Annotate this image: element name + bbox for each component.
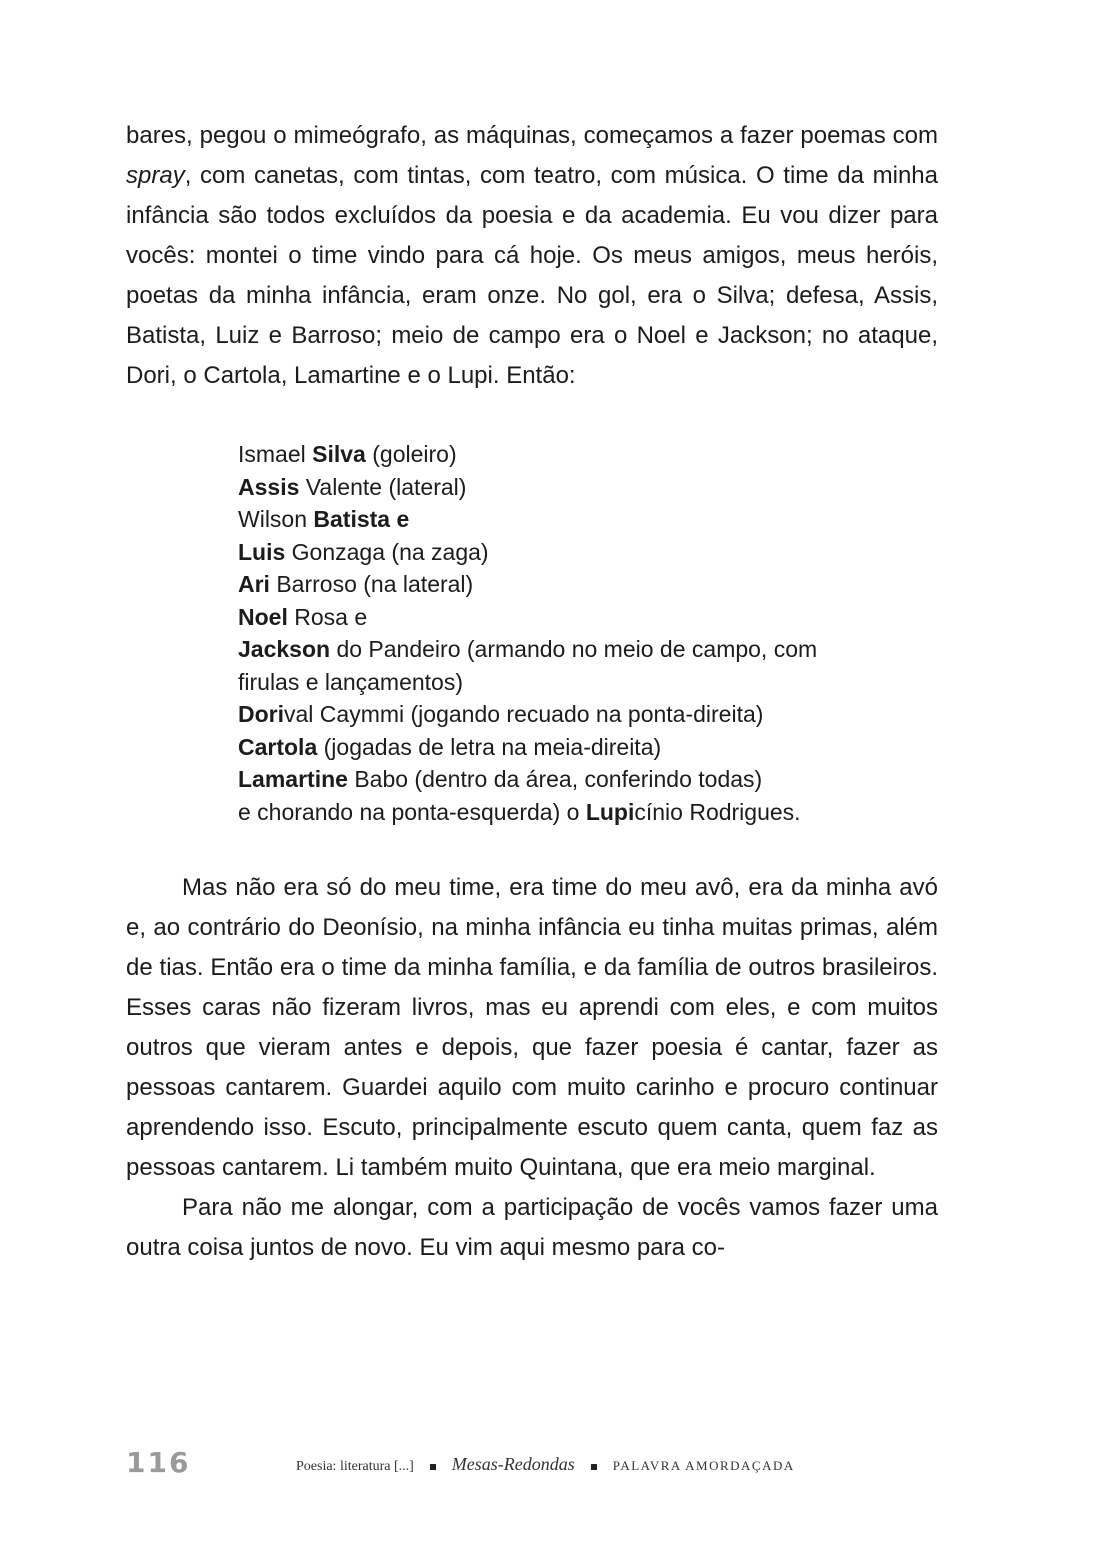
page-number: 116 bbox=[126, 1446, 191, 1479]
poem-line: Dorival Caymmi (jogando recuado na ponta-direita) bbox=[238, 701, 764, 727]
poem-line: Luis Gonzaga (na zaga) bbox=[238, 538, 489, 565]
paragraph-1-italic: spray bbox=[126, 162, 185, 189]
square-bullet-icon bbox=[430, 1464, 436, 1470]
footer-book-title: Poesia: literatura [...] bbox=[296, 1459, 414, 1474]
running-footer bbox=[296, 1454, 795, 1475]
paragraph-1-end: , com canetas, com tintas, com teatro, com música. O time da minha infância são todos excluídos da poesia e da academia. Eu vou dizer para vocês: montei o time vindo para cá hoje. Os meus amigos, meus heróis, poetas da minha infância, eram onze. No gol, era o Silva; defesa, Assis, Batista, Luiz e Barroso; meio de campo era o Noel e Jackson; no ataque, Dori, o Cartola, Lamartine e o Lupi. Então: bbox=[126, 162, 938, 389]
poem-line: Assis Valente (lateral) bbox=[238, 473, 467, 500]
paragraph-1 bbox=[126, 116, 938, 396]
poem-line: Ari Barroso (na lateral) bbox=[238, 571, 474, 597]
poem-line: Cartola (jogadas de letra na meia-direita) bbox=[238, 733, 662, 760]
poem-line: firulas e lançamentos) bbox=[238, 668, 463, 695]
footer-section: Mesas-Redondas bbox=[451, 1454, 575, 1474]
footer-chapter: PALAVRA AMORDAÇADA bbox=[612, 1458, 795, 1473]
paragraph-1-start: bares, pegou o mimeógrafo, as máquinas, começamos a fazer poemas com bbox=[126, 122, 938, 149]
poem-line: Ismael Silva (goleiro) bbox=[238, 441, 457, 467]
poem-line: Noel Rosa e bbox=[238, 603, 368, 630]
paragraph-2: Mas não era só do meu time, era time do meu avô, era da minha avó e, ao contrário do Deonísio, na minha infância eu tinha muitas primas, além de tias. Então era o time da minha família, e da família de outros brasileiros. Esses caras não fizeram livros, mas eu aprendi com eles, e com muitos outros que vieram antes e depois, que fazer poesia é cantar, fazer as pessoas cantarem. Guardei aquilo com muito carinho e procuro continuar aprendendo isso. Escuto, principalmente escuto quem canta, quem faz as pessoas cantarem. Li também muito Quintana, que era meio marginal. bbox=[126, 874, 938, 1181]
page-footer bbox=[126, 1446, 838, 1486]
poem-line: e chorando na ponta-esquerda) o Lupicínio Rodrigues. bbox=[238, 798, 801, 825]
paragraph-3: Para não me alongar, com a participação de vocês vamos fazer uma outra coisa juntos de novo. Eu vim aqui mesmo para co- bbox=[126, 1194, 938, 1261]
poem-line: Jackson do Pandeiro (armando no meio de campo, com bbox=[238, 636, 818, 662]
poem-team-list bbox=[238, 438, 938, 828]
square-bullet-icon bbox=[591, 1464, 597, 1470]
poem-line: Lamartine Babo (dentro da área, conferindo todas) bbox=[238, 766, 763, 792]
page-body bbox=[126, 116, 938, 1268]
poem-line: Wilson Batista e bbox=[238, 506, 410, 532]
